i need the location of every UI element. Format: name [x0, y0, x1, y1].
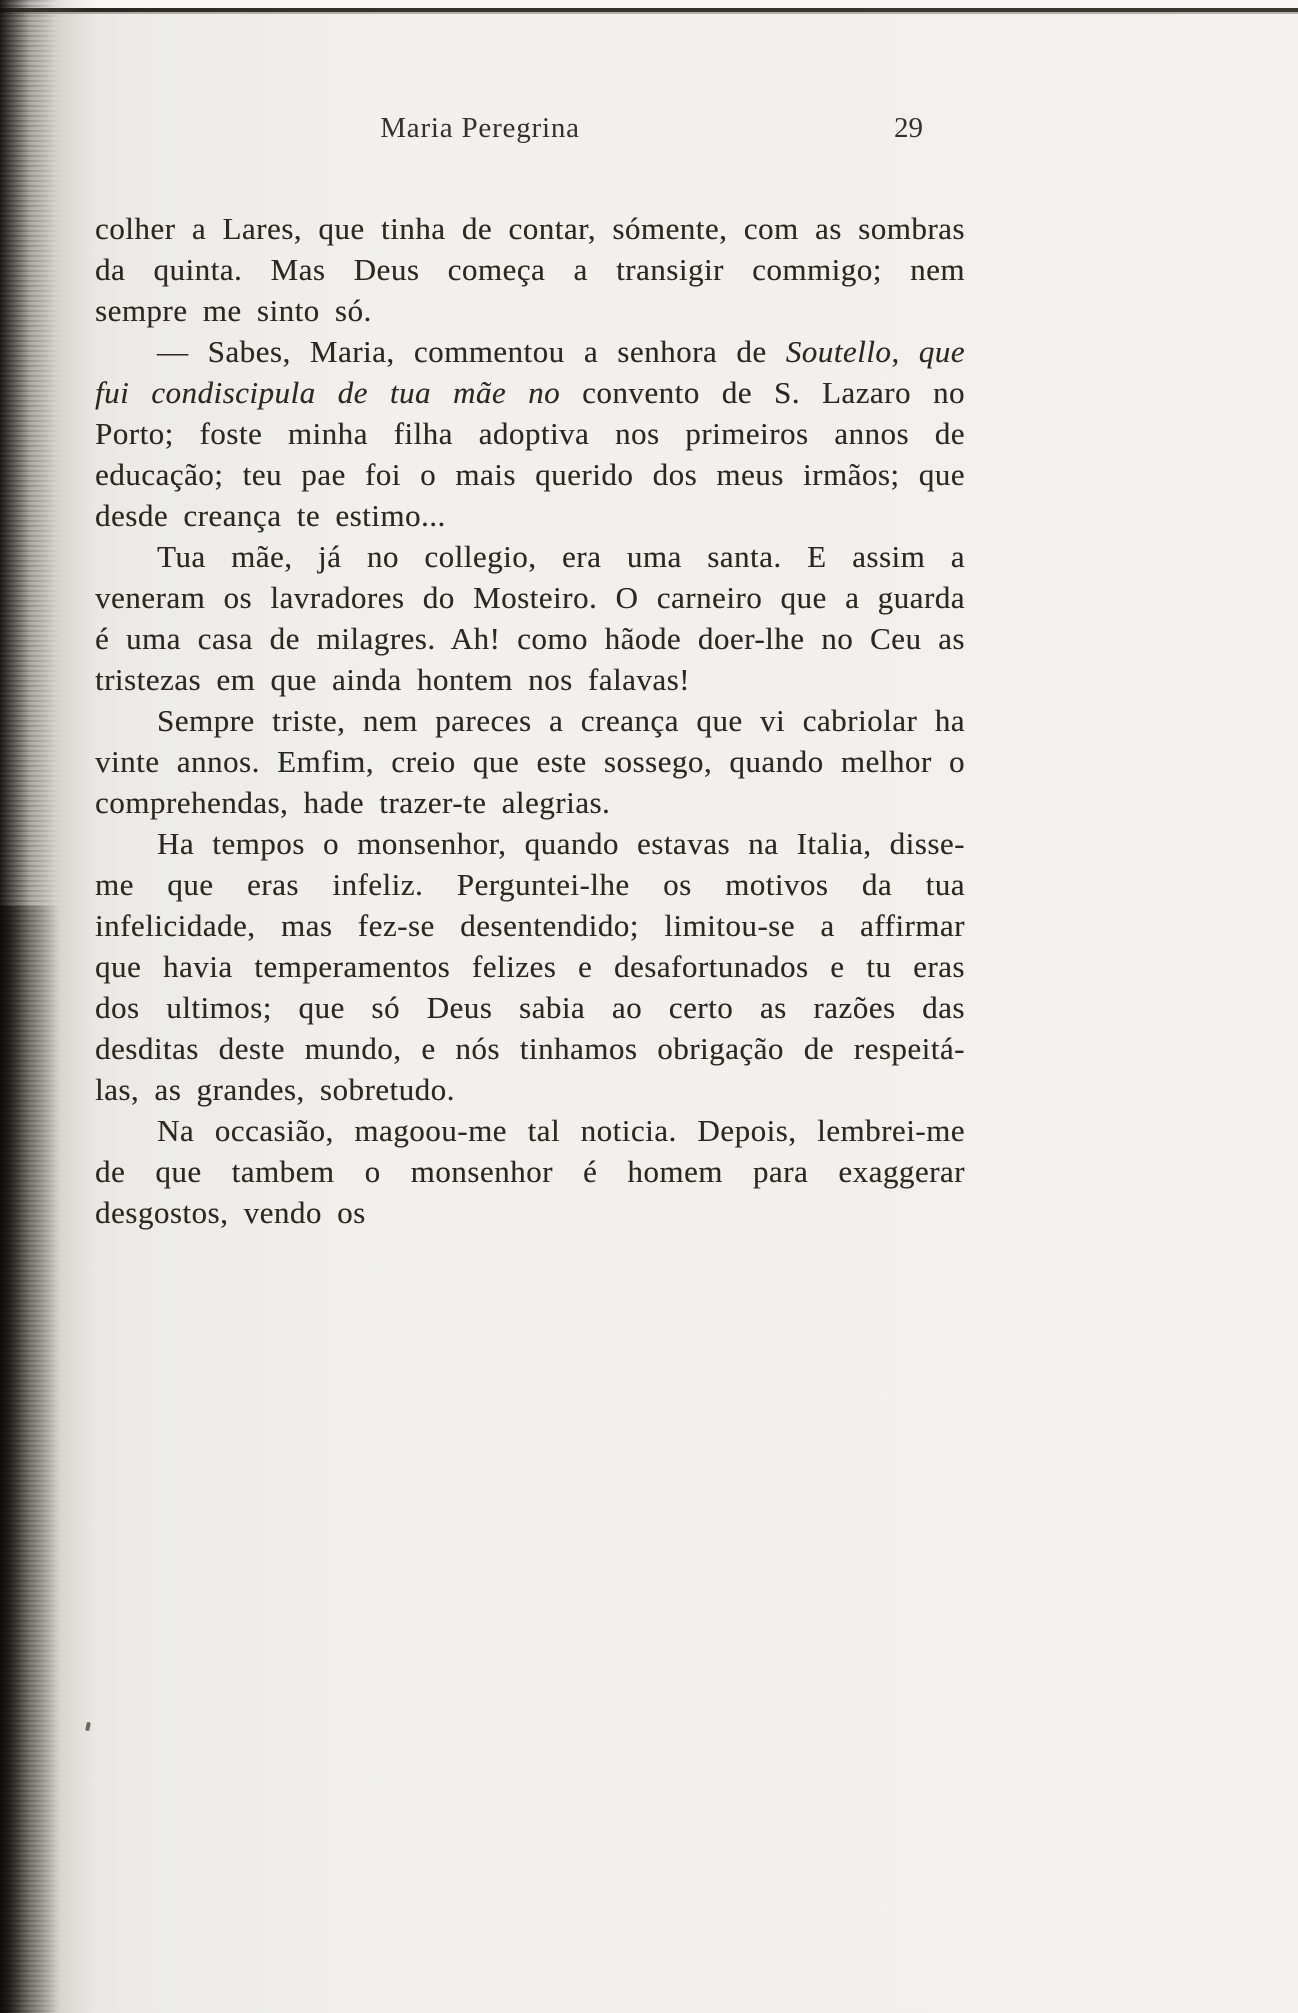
- page-content: [95, 112, 965, 1233]
- text-run: Sempre triste, nem pareces a creança que vi cabriolar ha vinte annos. Emfim, creio que este sossego, quando melhor o comprehendas, hade trazer-te alegrias.: [95, 703, 965, 820]
- text-run: Tua mãe, já no collegio, era uma santa. E assim a veneram os lavradores do Mosteiro. O carneiro que a guarda é uma casa de milagres. Ah! como hãode doer-lhe no Ceu as tristezas em que ainda hontem nos falavas!: [95, 539, 965, 697]
- paragraph: [95, 823, 965, 1110]
- paragraph: [95, 331, 965, 536]
- text-run: convento de S. Lazaro no Porto; foste minha filha adoptiva nos primeiros annos de educação; teu pae foi o mais querido dos meus irmãos; que desde creança te estimo...: [95, 375, 965, 533]
- text-run: Ha tempos o monsenhor, quando estavas na Italia, disse-me que eras infeliz. Perguntei-lhe os motivos da tua infelicidade, mas fez-se desentendido; limitou-se a affirmar que havia temperamentos felizes e desafortunados e tu eras dos ultimos; que só Deus sabia ao certo as razões das desditas deste mundo, e nós tinhamos obrigação de respeitá-las, as grandes, sobretudo.: [95, 826, 965, 1107]
- body-text: [95, 208, 965, 1233]
- paragraph: [95, 208, 965, 331]
- running-title: Maria Peregrina: [380, 112, 580, 144]
- paragraph: [95, 700, 965, 823]
- page-header: [95, 112, 965, 156]
- text-run: Na occasião, magoou-me tal noticia. Depois, lembrei-me de que tambem o monsenhor é homem para exaggerar desgostos, vendo os: [95, 1113, 965, 1230]
- page-top-margin: [0, 0, 1298, 8]
- page-number: 29: [894, 112, 923, 144]
- page-top-edge-shadow: [0, 12, 1298, 14]
- text-run: colher a Lares, que tinha de contar, sómente, com as sombras da quinta. Mas Deus começa a transigir commigo; nem sempre me sinto só.: [95, 211, 965, 328]
- italic-text-run: Soutello, que fui condiscipula de tua mãe no: [95, 334, 965, 410]
- paragraph: [95, 1110, 965, 1233]
- text-run: — Sabes, Maria, commentou a senhora de: [157, 334, 786, 369]
- paragraph: [95, 536, 965, 700]
- binding-texture: [0, 0, 62, 2013]
